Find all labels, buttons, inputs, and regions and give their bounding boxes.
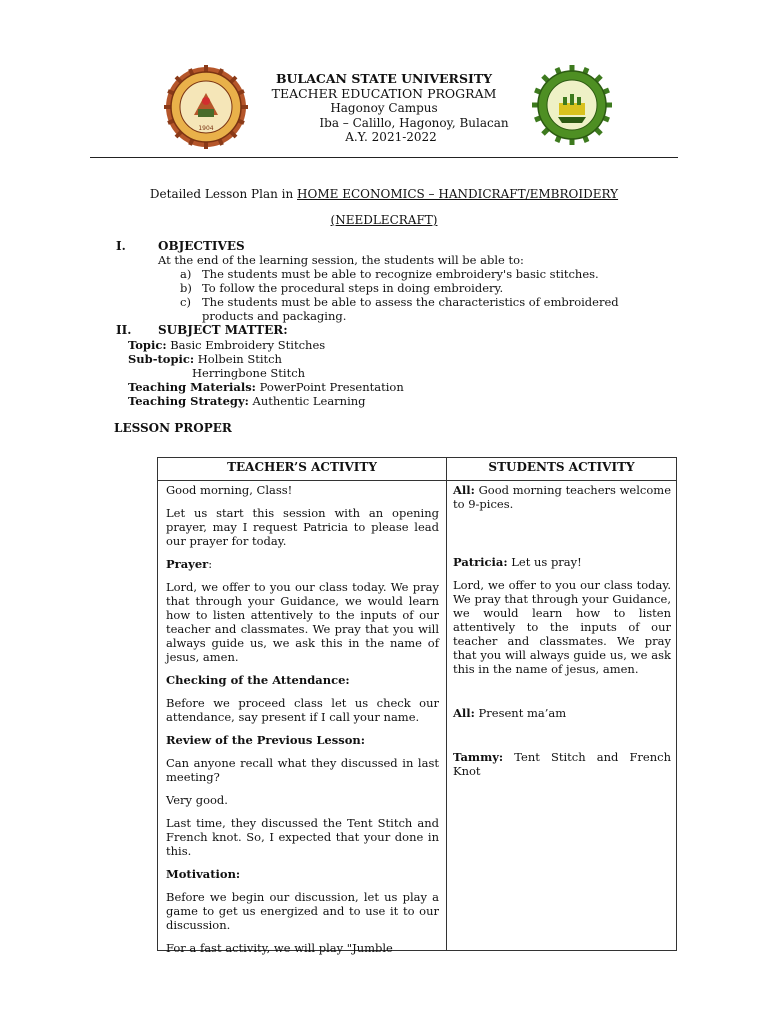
item-marker: b) (180, 281, 192, 295)
teacher-prayer-text: Lord, we offer to you our class today. We pray that through your Guidance, we would learn how to listen attentively to the inputs of our teacher and classmates. We pray that you will always guide us, we ask this in the name of jesus, amen. (166, 580, 439, 664)
seal-left-year: 1904 (198, 125, 214, 132)
objectives-number: I. (116, 239, 126, 253)
students-activity-header: STUDENTS ACTIVITY (488, 460, 635, 474)
column-divider (446, 458, 447, 950)
objective-item-c (180, 295, 619, 309)
fast-activity-text: For a fast activity, we will play "Jumble (166, 941, 393, 955)
title-prefix: Detailed Lesson Plan in (149, 187, 298, 201)
motivation-heading: Motivation: (166, 867, 241, 881)
speaker-tammy: Tammy: (453, 750, 504, 764)
item-marker: a) (180, 267, 192, 281)
subtopic-value-1: Holbein Stitch (194, 352, 282, 366)
subject-matter-number: II. (116, 323, 132, 337)
teacher-greeting: Good morning, Class! (166, 483, 293, 497)
subject-matter-heading (116, 323, 288, 337)
title-subject: HOME ECONOMICS – HANDICRAFT/EMBROIDERY (297, 187, 619, 201)
speaker-all: All: (453, 483, 475, 497)
materials-label: Teaching Materials: (128, 380, 256, 394)
very-good-text: Very good. (166, 793, 228, 807)
prayer-colon: : (208, 557, 213, 571)
objectives-title: OBJECTIVES (158, 239, 245, 253)
document-header (0, 72, 768, 145)
attendance-heading: Checking of the Attendance: (166, 673, 350, 687)
topic-label: Topic: (128, 338, 167, 352)
prayer-heading (166, 557, 439, 571)
students-greeting (453, 483, 671, 511)
motivation-text: Before we begin our discussion, let us play a game to get us energized and to use it to our discussion. (166, 890, 439, 932)
objective-item-b (180, 281, 503, 295)
review-question: Can anyone recall what they discussed in last meeting? (166, 756, 439, 784)
activity-table (157, 457, 677, 955)
attendance-text: Before we proceed class let us check our attendance, say present if I call your name. (166, 696, 439, 724)
subtopic-label: Sub-topic: (128, 352, 195, 366)
teacher-activity-header: TEACHER’S ACTIVITY (227, 460, 377, 474)
objective-item-a (180, 267, 599, 281)
objective-item-c-cont: products and packaging. (202, 309, 347, 323)
speaker-all: All: (453, 706, 475, 720)
materials-value: PowerPoint Presentation (255, 380, 404, 394)
materials-line (128, 380, 404, 394)
students-greeting-text: Good morning teachers welcome to 9-pices. (453, 483, 671, 511)
header-divider (90, 157, 678, 158)
program-name: TEACHER EDUCATION PROGRAM (271, 85, 497, 101)
subject-matter-title: SUBJECT MATTER: (158, 323, 288, 337)
strategy-label: Teaching Strategy: (128, 394, 249, 408)
patricia-line (453, 555, 671, 569)
item-text: The students must be able to recognize embroidery's basic stitches. (202, 267, 599, 281)
tammy-line (453, 750, 671, 778)
subtopic-line (128, 352, 282, 366)
prayer-label: Prayer (166, 557, 209, 571)
header-row-divider (158, 480, 676, 481)
tammy-text: Tent Stitch and French Knot (453, 750, 671, 778)
academic-year: A.Y. 2021-2022 (345, 130, 437, 144)
objectives-heading (116, 239, 245, 253)
teacher-activity-column (166, 483, 439, 955)
teacher-opening: Let us start this session with an opening prayer, may I request Patricia to please lead our prayer for today. (166, 506, 439, 548)
strategy-value: Authentic Learning (248, 394, 366, 408)
students-activity-column (453, 483, 671, 778)
lesson-proper-heading: LESSON PROPER (114, 421, 232, 435)
subtopic-value-2: Herringbone Stitch (192, 366, 306, 380)
students-prayer-text: Lord, we offer to you our class today. We pray that through your Guidance, we would learn how to listen attentively to the inputs of our teacher and classmates. We pray that you will always guide us, we ask this in the name of jesus, amen. (453, 578, 671, 676)
university-name: BULACAN STATE UNIVERSITY (275, 71, 493, 86)
item-text: To follow the procedural steps in doing embroidery. (202, 281, 504, 295)
item-marker: c) (180, 295, 191, 309)
attendance-response-text: Present ma’am (474, 706, 567, 720)
campus-name: Hagonoy Campus (330, 101, 438, 115)
strategy-line (128, 394, 366, 408)
last-time-text: Last time, they discussed the Tent Stitch and French knot. So, I expected that your done in this. (166, 816, 439, 858)
title-subject-cont: (NEEDLECRAFT) (330, 213, 438, 227)
speaker-patricia: Patricia: (453, 555, 508, 569)
objectives-intro: At the end of the learning session, the students will be able to: (158, 253, 524, 267)
item-text: The students must be able to assess the characteristics of embroidered (202, 295, 619, 309)
topic-value: Basic Embroidery Stitches (166, 338, 326, 352)
campus-address: Iba – Calillo, Hagonoy, Bulacan (319, 115, 509, 130)
patricia-text: Let us pray! (507, 555, 582, 569)
attendance-response (453, 706, 671, 720)
review-heading: Review of the Previous Lesson: (166, 733, 365, 747)
topic-line (128, 338, 325, 352)
lesson-plan-title (0, 181, 768, 233)
